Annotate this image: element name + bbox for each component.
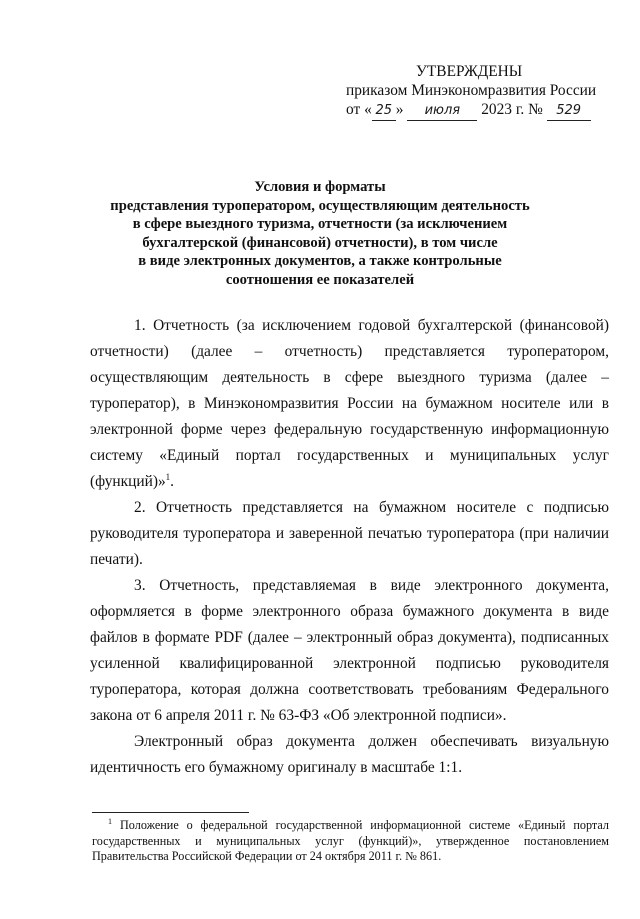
approval-date-line — [346, 100, 616, 121]
paragraph-4: Электронный образ документа должен обеспечивать визуальную идентичность его бумажному оригиналу в масштабе 1:1. — [90, 733, 609, 776]
footnote-ref: 1 — [165, 471, 171, 482]
handwritten-day: 25 — [372, 101, 396, 121]
title-line-1: Условия и форматы — [254, 179, 386, 195]
document-title — [95, 178, 545, 290]
paragraph-2: 2. Отчетность представляется на бумажном носителе с подписью руководителя туроператора и заверенной печатью туроператора (при наличии печати). — [90, 499, 609, 568]
approval-order-line: приказом Минэкономразвития России — [346, 82, 597, 99]
paragraph-1-text: 1. Отчетность (за исключением годовой бухгалтерской (финансовой) отчетности) (далее – отчетность) представляется туроператором, осуществляющим деятельность в сфере выездного туризма (далее – туроператор), в Минэкономразвития России на бумажном носителе или в электронной форме через федеральную государственную информационную систему «Единый портал государственных и муниципальных услуг (функций)» — [90, 317, 609, 490]
footnote-divider — [92, 812, 249, 813]
date-prefix: от « — [346, 101, 372, 118]
title-line-3: в сфере выездного туризма, отчетности (за исключением — [132, 216, 508, 233]
footnote — [92, 818, 609, 865]
footnote-text: Положение о федеральной государственной информационной системе «Единый портал государственных и муниципальных услуг (функций)», утвержденное постановлением Правительства Российской Федерации от 24 октября 2011 г. № 861. — [92, 818, 609, 863]
approval-block — [346, 62, 616, 121]
paragraph-1-end: . — [170, 473, 175, 490]
approval-heading: УТВЕРЖДЕНЫ — [416, 63, 523, 80]
footnote-mark: 1 — [108, 816, 112, 826]
date-year-text: 2023 г. № — [481, 101, 543, 118]
paragraph-3: 3. Отчетность, представляемая в виде электронного документа, оформляется в форме электронного образа бумажного документа в виде файлов в формате PDF (далее – электронный образ документа), подписанных усиленной квалифицированной электронной подписью руководителя туроператора, которая должна соответствовать требованиям Федерального закона от 6 апреля 2011 г. № 63-ФЗ «Об электронной подписи». — [90, 577, 609, 724]
title-line-4: бухгалтерской (финансовой) отчетности), в том числе — [142, 234, 498, 251]
handwritten-month: июля — [407, 101, 477, 121]
document-body — [90, 313, 609, 781]
paragraph-1 — [90, 313, 609, 495]
title-line-2: представления туроператором, осуществляющим деятельность — [110, 197, 530, 214]
date-mid: » — [395, 101, 404, 118]
handwritten-number: 529 — [547, 101, 591, 121]
title-line-5: в виде электронных документов, а также контрольные — [138, 253, 502, 270]
title-line-6: соотношения ее показателей — [225, 271, 415, 288]
